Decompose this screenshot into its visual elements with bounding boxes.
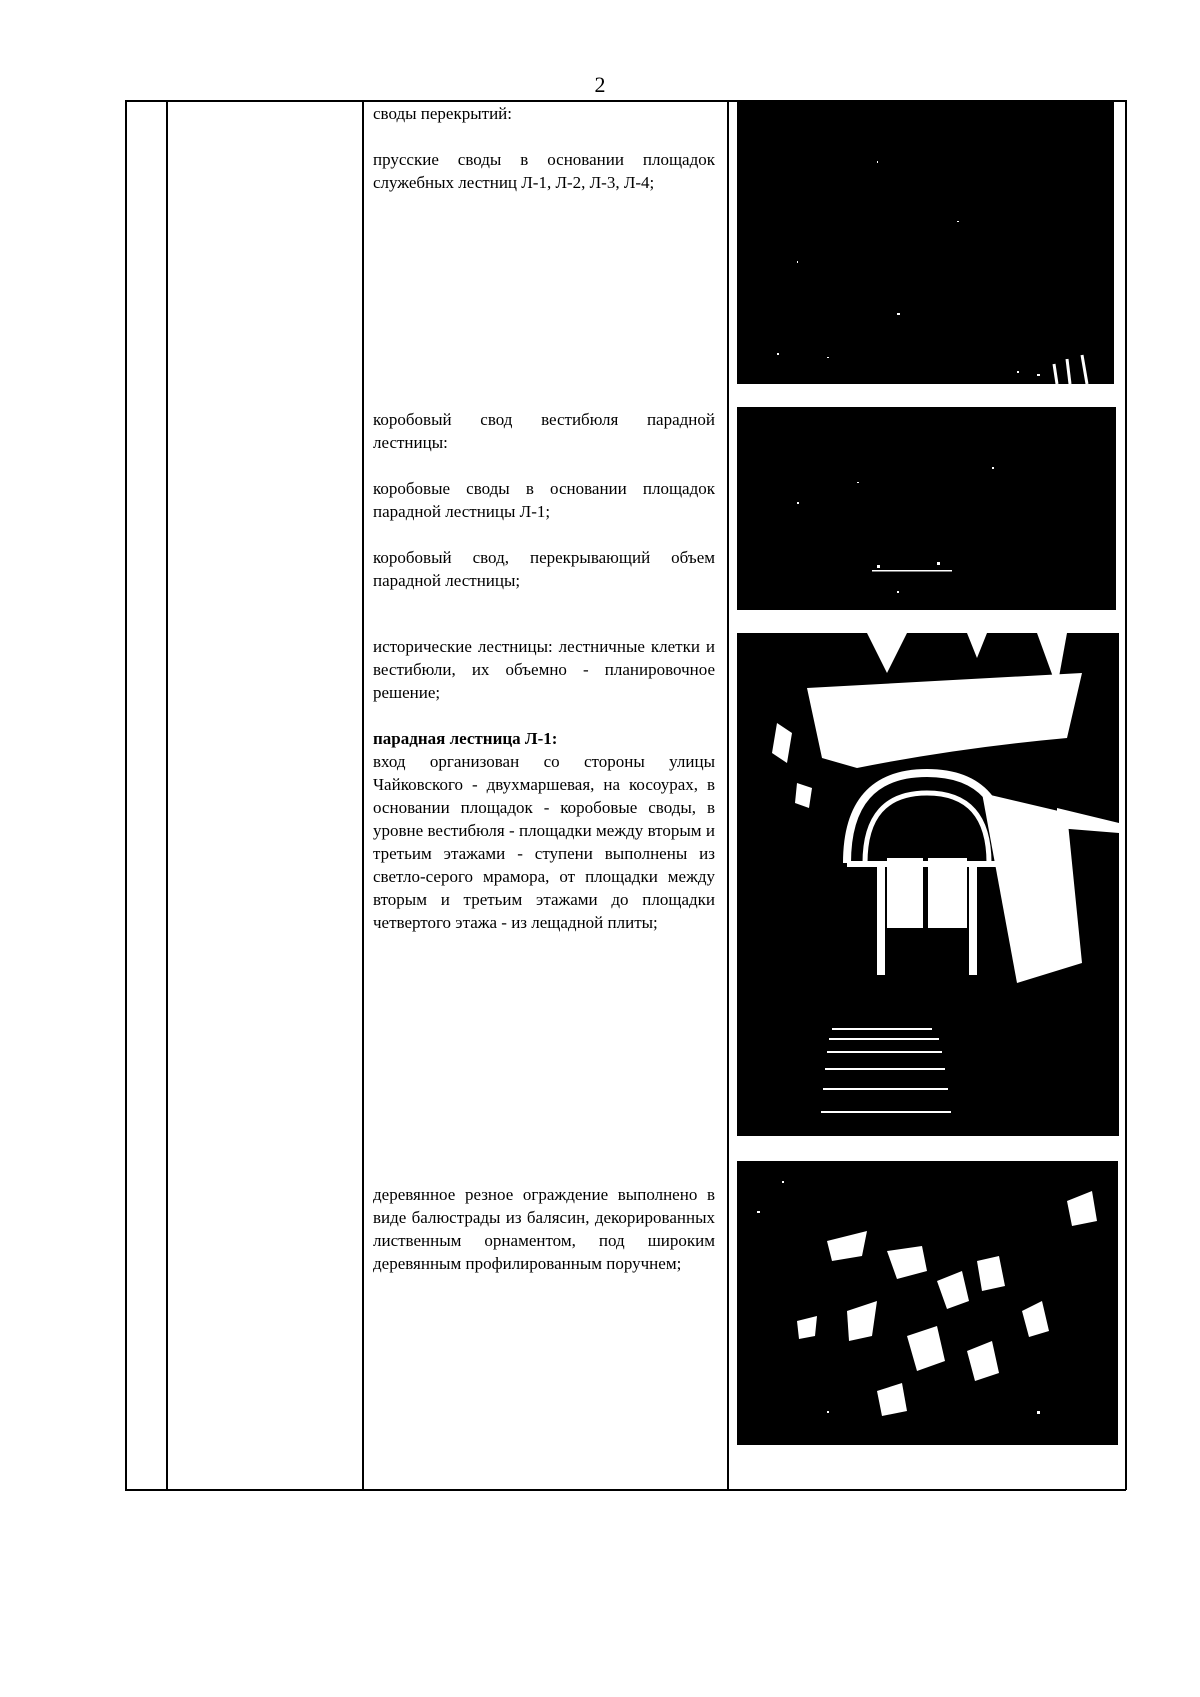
- main-staircase-heading: парадная лестница Л-1:: [373, 729, 558, 748]
- box-vault-stair-volume-text: коробовый свод, перекрывающий объем парадной лестницы;: [373, 548, 715, 590]
- historic-stairs-section: [373, 635, 715, 934]
- photo-balustrade: [737, 1161, 1118, 1445]
- vaults-section: [373, 102, 715, 194]
- page-number: 2: [594, 72, 606, 97]
- box-vault-vestibule-text: коробовый свод вестибюля парадной лестницы:: [373, 410, 715, 452]
- prussian-vaults-text: прусские своды в основании площадок служебных лестниц Л-1, Л-2, Л-3, Л-4;: [373, 150, 715, 192]
- box-vaults-landings-text: коробовые своды в основании площадок парадной лестницы Л-1;: [373, 479, 715, 521]
- balustrade-description: деревянное резное ограждение выполнено в виде балюстрады из балясин, декорированных лиственным орнаментом, под широким деревянным профилированным поручнем;: [373, 1185, 715, 1273]
- balustrade-section: [373, 1183, 715, 1275]
- vaults-heading: своды перекрытий:: [373, 104, 513, 123]
- photo-main-staircase: [737, 633, 1119, 1136]
- box-vaults-section: [373, 408, 715, 592]
- photo-prussian-vaults: [737, 101, 1114, 384]
- historic-stairs-intro: исторические лестницы: лестничные клетки и вестибюли, их объемно - планировочное решение;: [373, 637, 715, 702]
- main-staircase-description: вход организован со стороны улицы Чайковского - двухмаршевая, на косоурах, в основании площадок - коробовые своды, в уровне вестибюля - площадки между вторым и третьим этажами - ступени выполнены из светло-серого мрамора, от площадки между вторым и третьим этажами до площадки четвертого этажа - из лещадной плиты;: [373, 752, 715, 932]
- photo-box-vaults: [737, 407, 1116, 610]
